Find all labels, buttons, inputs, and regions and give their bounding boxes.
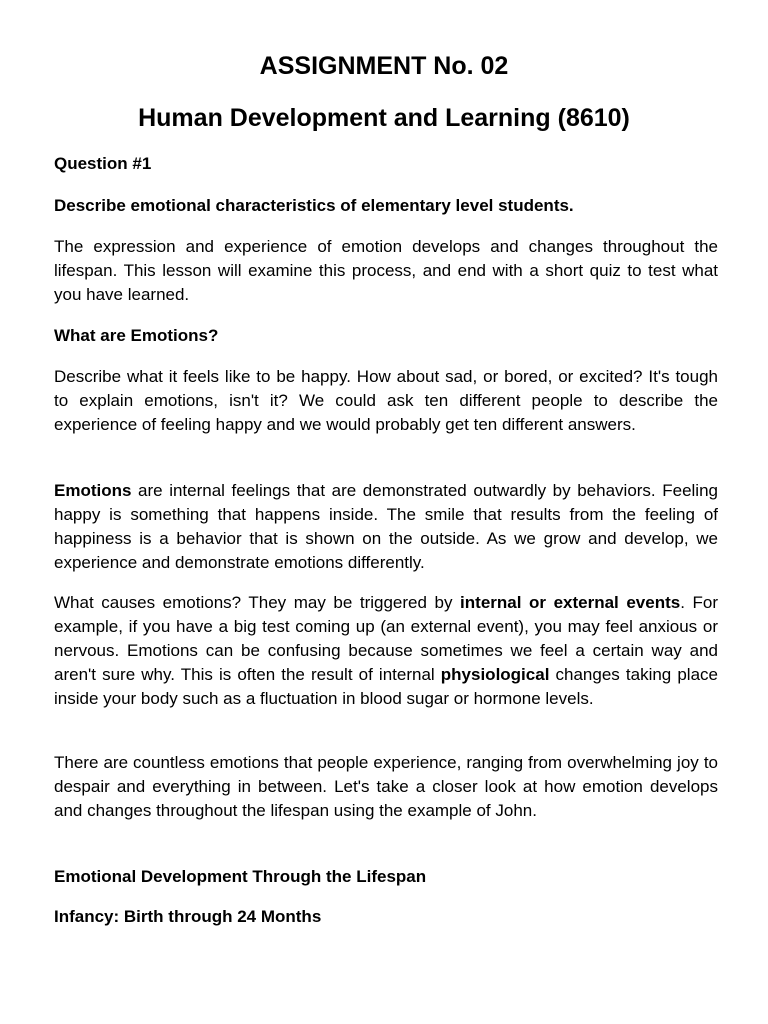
paragraph-causes bbox=[54, 591, 718, 711]
causes-text-c: changes taking place inside your body such as a fluctuation in blood sugar or hormone levels. bbox=[54, 665, 718, 708]
term-internal-external-events: internal or external events bbox=[460, 593, 681, 612]
intro-paragraph: The expression and experience of emotion develops and changes throughout the lifespan. This lesson will examine this process, and end with a short quiz to test what you have learned. bbox=[54, 237, 718, 304]
paragraph-emotions-definition bbox=[54, 479, 718, 575]
term-emotions: Emotions bbox=[54, 481, 132, 500]
question-number: Question #1 bbox=[54, 154, 152, 173]
subheading-infancy: Infancy: Birth through 24 Months bbox=[54, 907, 322, 926]
section-heading-emotional-development: Emotional Development Through the Lifespan bbox=[54, 867, 427, 886]
assignment-title: ASSIGNMENT No. 02 bbox=[259, 52, 509, 80]
term-physiological: physiological bbox=[440, 665, 550, 684]
causes-text-a: What causes emotions? They may be triggered by bbox=[54, 593, 461, 612]
question-prompt: Describe emotional characteristics of elementary level students. bbox=[54, 196, 574, 215]
causes-text-b: . For example, if you have a big test coming up (an external event), you may feel anxious or nervous. Emotions can be confusing because sometimes we feel a certain way and aren't sure why. This is often the result of internal bbox=[54, 593, 718, 684]
paragraph-countless-emotions: There are countless emotions that people experience, ranging from overwhelming joy to despair and everything in between. Let's take a closer look at how emotion develops and changes throughout the lifespan using the example of John. bbox=[54, 753, 718, 820]
paragraph-describe-happy: Describe what it feels like to be happy. How about sad, or bored, or excited? It's tough to explain emotions, isn't it? We could ask ten different people to describe the experience of feeling happy and we would probably get ten different answers. bbox=[54, 367, 718, 434]
section-heading-what-are-emotions: What are Emotions? bbox=[54, 326, 219, 345]
course-title: Human Development and Learning (8610) bbox=[138, 104, 630, 132]
paragraph-emotions-rest: are internal feelings that are demonstrated outwardly by behaviors. Feeling happy is something that happens inside. The smile that results from the feeling of happiness is a behavior that is shown on the outside. As we grow and develop, we experience and demonstrate emotions differently. bbox=[54, 481, 718, 572]
